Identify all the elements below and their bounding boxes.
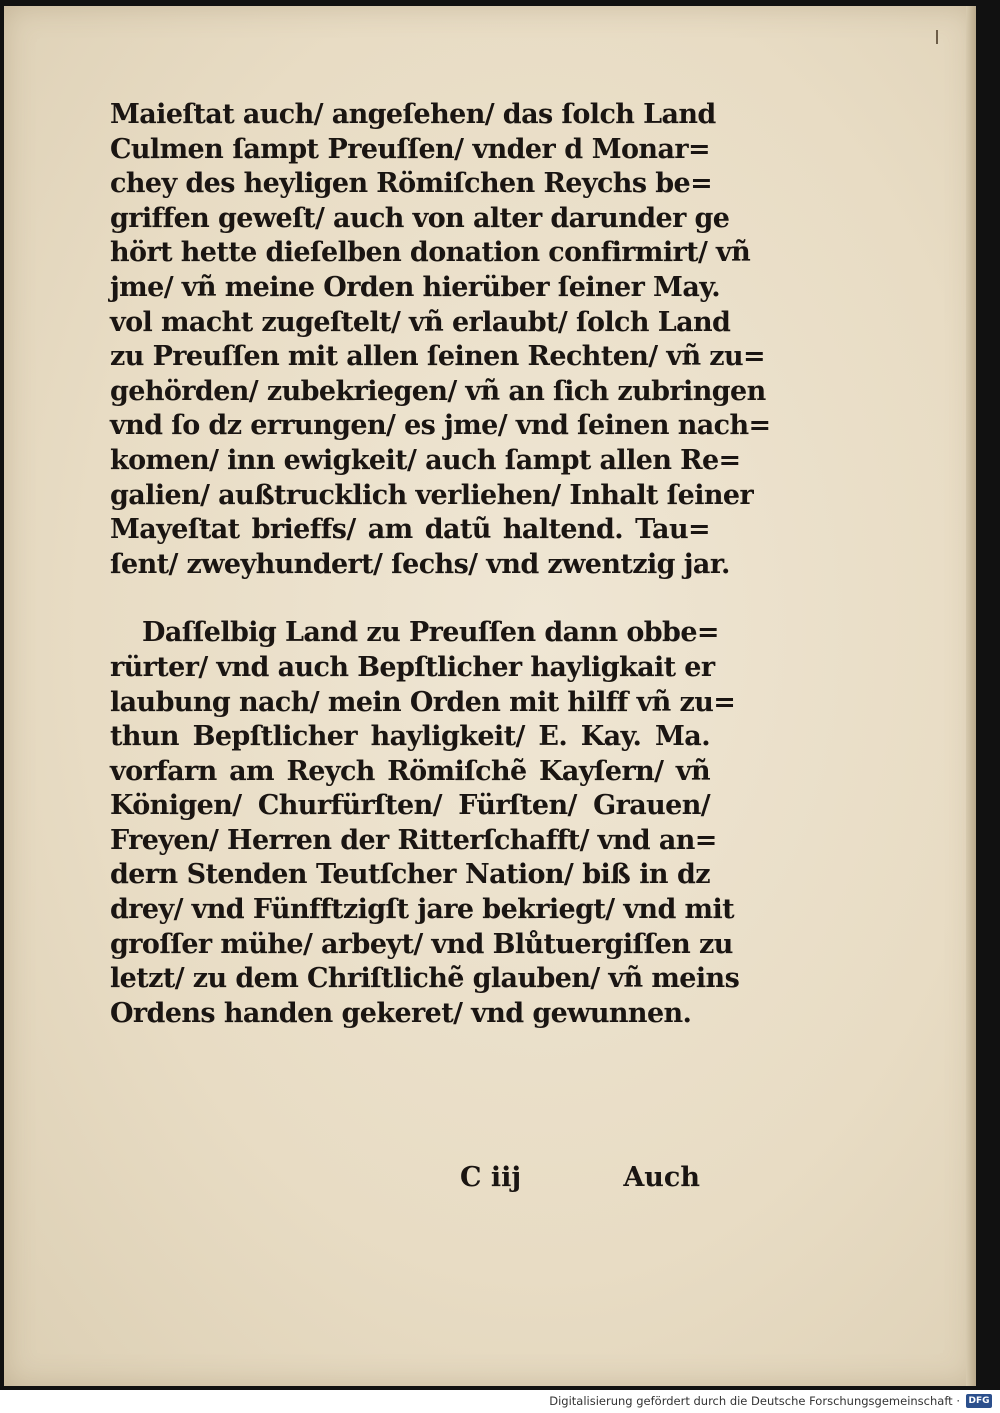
text-line: gehörden/ zubekriegen/ vñ an ſich zubringen: [110, 375, 766, 407]
signature-mark: C iij: [460, 1162, 522, 1193]
text-line: laubung nach/ mein Orden mit hilff vñ zu=: [110, 686, 736, 718]
page-edge: [966, 6, 976, 1386]
text-line: Culmen ſampt Preuſſen/ vnder d Monar=: [110, 133, 710, 165]
text-line: chey des heyligen Römiſchen Reychs be=: [110, 168, 713, 200]
paragraph-gap: [110, 582, 720, 616]
text-line: dern Stenden Teutſcher Nation/ biß in dz: [110, 859, 710, 891]
text-line: drey/ vnd Fünfftzigſt jare bekriegt/ vnd mit: [110, 894, 735, 926]
text-line: Freyen/ Herren der Ritterſchafft/ vnd an=: [110, 824, 717, 856]
text-line: groſſer mühe/ arbeyt/ vnd Blůtuergiſſen zu: [110, 928, 733, 960]
text-line: Mayeſtat brieffs/ am datũ haltend. Tau=: [110, 514, 710, 546]
text-line: zu Preuſſen mit allen ſeinen Rechten/ vñ zu=: [110, 341, 766, 373]
text-line: thun Bepſtlicher hayligkeit/ E. Kay. Ma.: [110, 721, 710, 753]
text-line: Königen/ Churfürſten/ Fürſten/ Grauen/: [110, 790, 710, 822]
text-line: Ordens handen gekeret/ vnd gewunnen.: [110, 997, 692, 1029]
paragraph-2: [110, 616, 740, 1031]
text-line: rürter/ vnd auch Bepſtlicher hayligkait er: [110, 651, 715, 683]
text-line: letzt/ zu dem Chriſtlichẽ glauben/ vñ meins: [110, 963, 740, 995]
text-block: [110, 98, 771, 1031]
paragraph-1: [110, 98, 771, 582]
text-line: ſent/ zweyhundert/ ſechs/ vnd zwentzig jar.: [110, 548, 730, 580]
text-line: jme/ vñ meine Orden hierüber ſeiner May.: [110, 271, 720, 303]
text-line: vorfarn am Reych Römiſchẽ Kayſern/ vñ: [110, 755, 710, 787]
text-line: griffen geweſt/ auch von alter darunder ge: [110, 202, 730, 234]
catchline: [460, 1162, 700, 1193]
dfg-logo-icon[interactable]: DFG: [966, 1394, 992, 1408]
text-line: vol macht zugeſtelt/ vñ erlaubt/ ſolch Land: [110, 306, 731, 338]
text-line: Daſſelbig Land zu Preuſſen dann obbe=: [142, 617, 719, 649]
text-line: hört hette dieſelben donation confirmirt/ vñ: [110, 237, 751, 269]
text-line: komen/ inn ewigkeit/ auch ſampt allen Re=: [110, 444, 741, 476]
text-line: vnd ſo dz errungen/ es jme/ vnd ſeinen nach=: [110, 410, 771, 442]
footer: [0, 1390, 1000, 1413]
footer-credit: Digitalisierung gefördert durch die Deutsche Forschungsgemeinschaft ·: [549, 1394, 960, 1408]
catchword: Auch: [623, 1162, 700, 1193]
margin-mark: [936, 30, 938, 44]
text-line: Maieſtat auch/ angeſehen/ das ſolch Land: [110, 99, 716, 130]
text-line: galien/ außtrucklich verliehen/ Inhalt ſeiner: [110, 479, 754, 511]
